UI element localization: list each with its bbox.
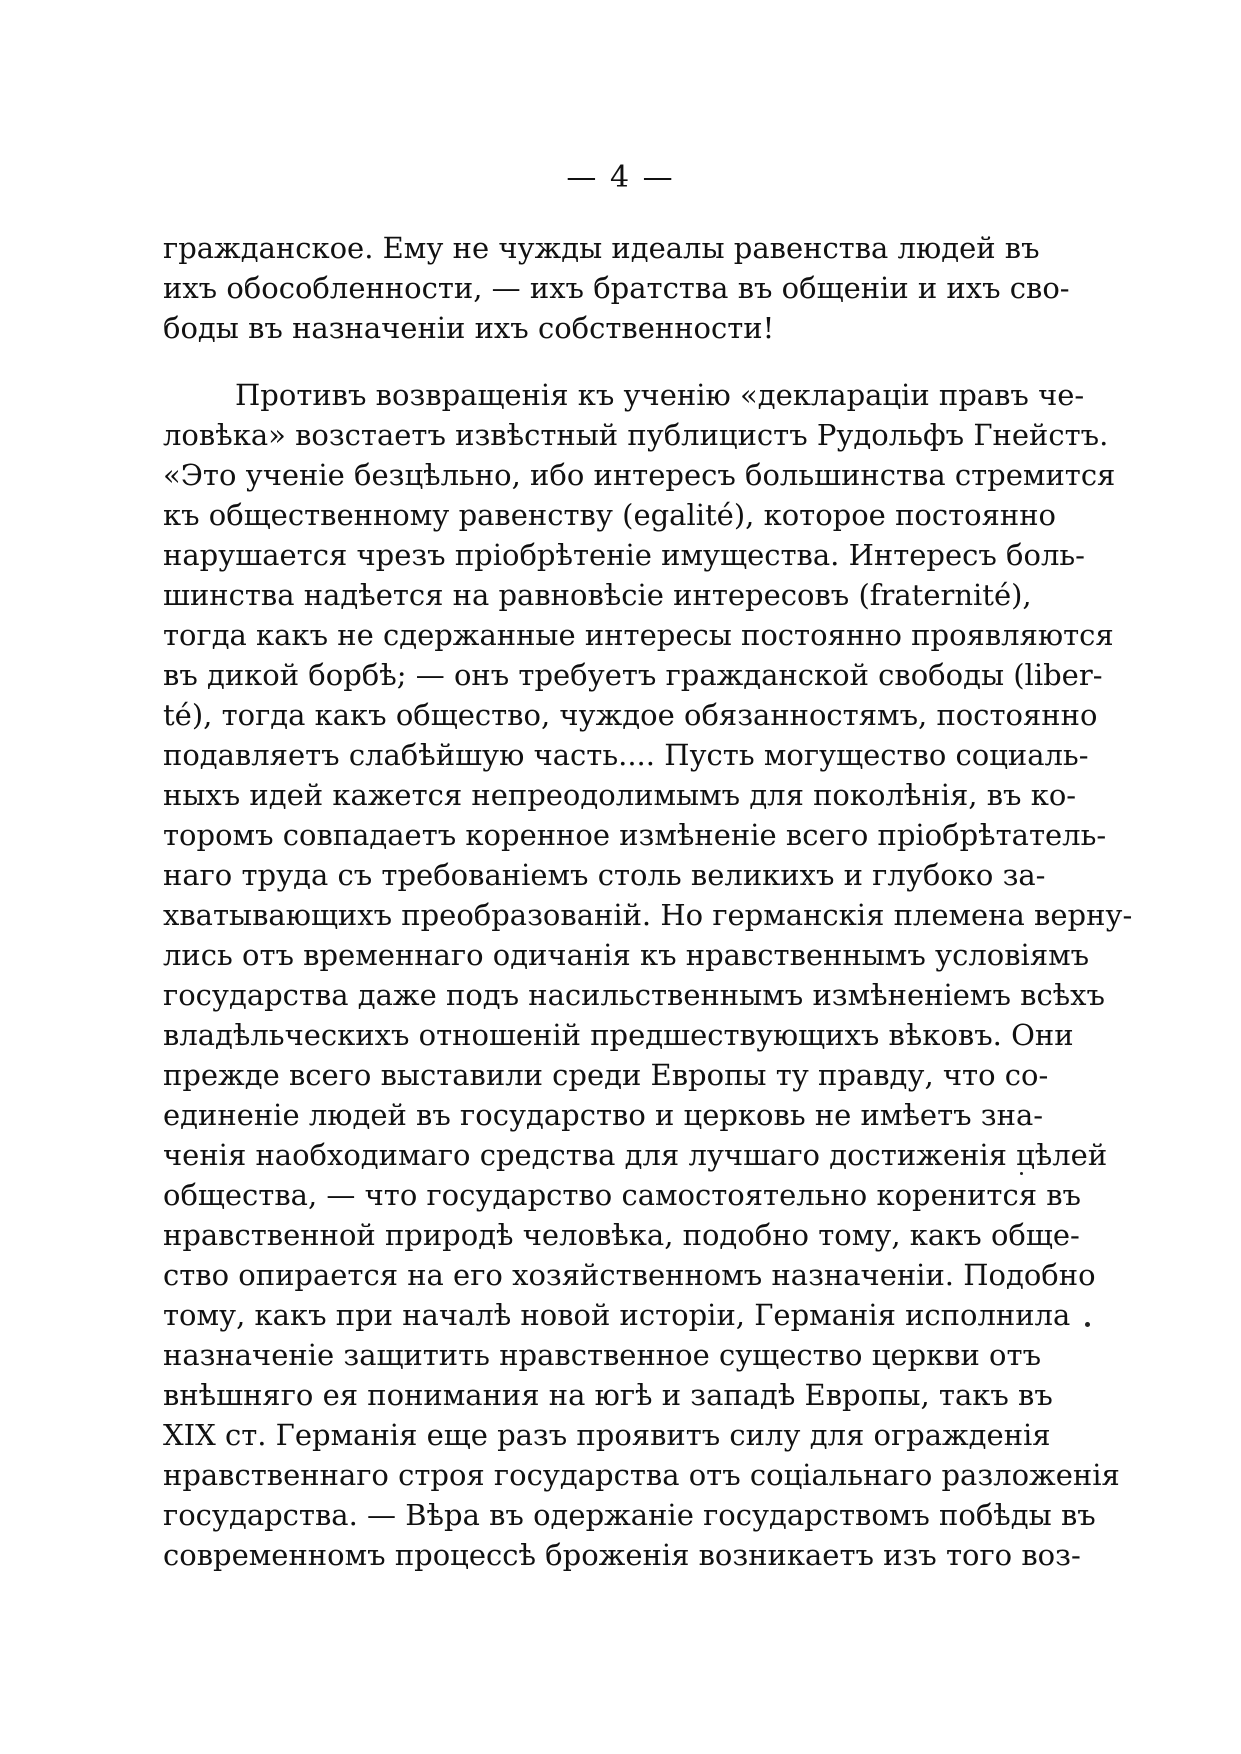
text-line: лись отъ временнаго одичанія къ нравственнымъ условіямъ <box>163 938 1090 972</box>
text-line: шинства надѣется на равновѣсіе интересовъ (fraternité), <box>163 578 1032 612</box>
text-line: тогда какъ не сдержанные интересы постоянно проявляются <box>163 618 1114 652</box>
paragraph-continuation <box>163 228 1070 348</box>
paragraph-gneist-quote <box>163 375 1133 1575</box>
text-line: государства даже подъ насильственнымъ измѣненіемъ всѣхъ <box>163 978 1105 1012</box>
text-line: нарушается чрезъ пріобрѣтеніе имущества. Интересъ боль- <box>163 538 1085 572</box>
text-line: гражданское. Ему не чужды идеалы равенства людей въ <box>163 231 1040 265</box>
text-line: ство опирается на его хозяйственномъ назначеніи. Подобно <box>163 1258 1096 1292</box>
text-line: прежде всего выставили среди Европы ту правду, что со- <box>163 1058 1049 1092</box>
text-line: единеніе людей въ государство и церковь не имѣетъ зна- <box>163 1098 1044 1132</box>
text-line: современномъ процессѣ броженія возникаетъ изъ того воз- <box>163 1538 1081 1572</box>
text-line: нравственной природѣ человѣка, подобно тому, какъ обще- <box>163 1218 1080 1252</box>
scan-speck <box>1085 1322 1090 1327</box>
text-line: назначеніе защитить нравственное существо церкви отъ <box>163 1338 1042 1372</box>
text-line: государства. — Вѣра въ одержаніе государствомъ побѣды въ <box>163 1498 1096 1532</box>
text-line: наго труда съ требованіемъ столь великихъ и глубоко за- <box>163 858 1046 892</box>
text-line: ихъ обособленности, — ихъ братства въ общеніи и ихъ сво- <box>163 271 1070 305</box>
text-line: владѣльческихъ отношеній предшествующихъ вѣковъ. Они <box>163 1018 1074 1052</box>
text-line: подавляетъ слабѣйшую часть.... Пусть могущество социаль- <box>163 738 1089 772</box>
text-line: торомъ совпадаетъ коренное измѣненіе всего пріобрѣтатель- <box>163 818 1107 852</box>
text-line: къ общественному равенству (egalité), которое постоянно <box>163 498 1057 532</box>
text-line: нравственнаго строя государства отъ соціальнаго разложенія <box>163 1458 1120 1492</box>
text-line: боды въ назначеніи ихъ собственности! <box>163 311 775 345</box>
text-line: внѣшняго ея понимания на югѣ и западѣ Европы, такъ въ <box>163 1378 1053 1412</box>
text-line: «Это ученіе безцѣльно, ибо интересъ большинства стремится <box>163 458 1116 492</box>
text-line: тому, какъ при началѣ новой исторіи, Германія исполнила <box>163 1298 1071 1332</box>
text-line: общества, — что государство самостоятельно коренится въ <box>163 1178 1082 1212</box>
text-line: хватывающихъ преобразованій. Но германскія племена верну- <box>163 898 1133 932</box>
text-line: Противъ возвращенія къ ученію «деклараціи правъ че- <box>235 378 1085 412</box>
page-number: — 4 — <box>566 160 675 195</box>
text-line: ченія наобходимаго средства для лучшаго достиженія цѣлей <box>163 1138 1108 1172</box>
scan-speck <box>1020 1172 1023 1175</box>
text-line: въ дикой борбѣ; — онъ требуетъ гражданской свободы (liber- <box>163 658 1103 692</box>
text-line: té), тогда какъ общество, чуждое обязанностямъ, постоянно <box>163 698 1098 732</box>
text-line: ныхъ идей кажется непреодолимымъ для поколѣнія, въ ко- <box>163 778 1077 812</box>
text-line: ловѣка» возстаетъ извѣстный публицистъ Рудольфъ Гнейстъ. <box>163 418 1109 452</box>
text-line: XIX ст. Германія еще разъ проявитъ силу для огражденія <box>163 1418 1051 1452</box>
